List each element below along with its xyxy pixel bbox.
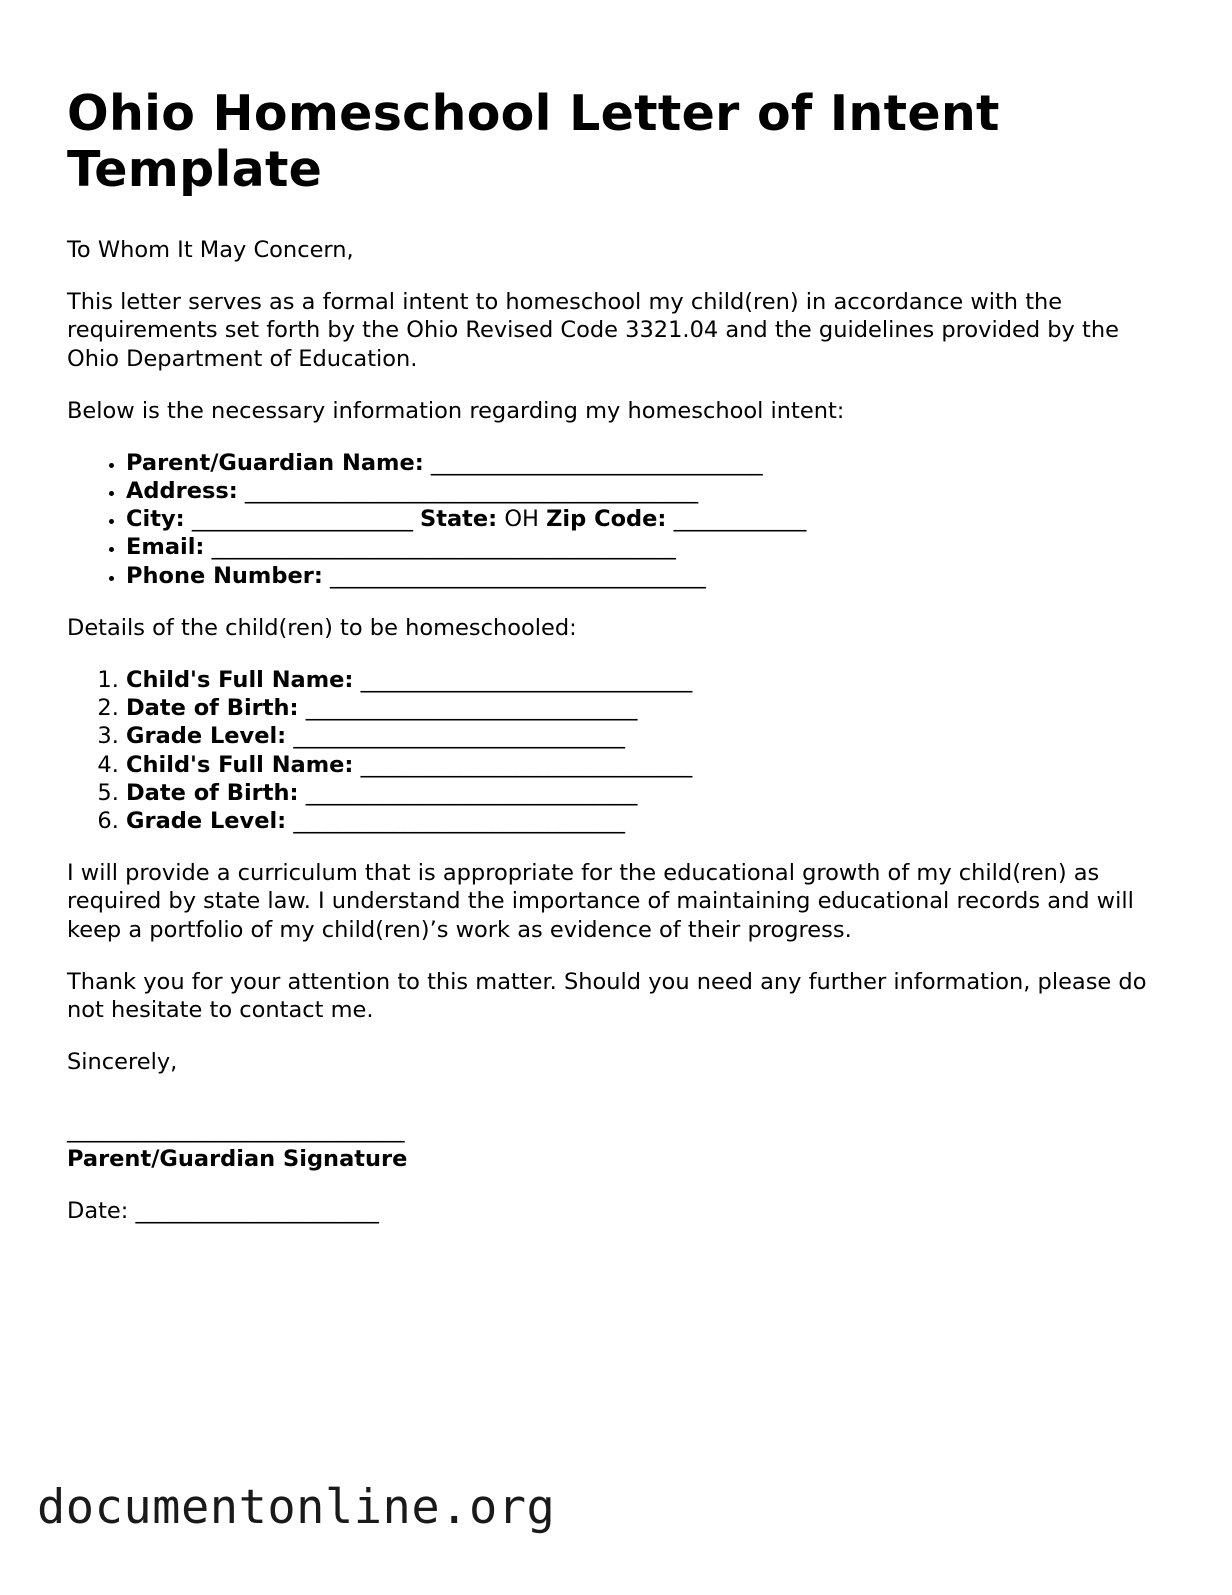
list-item — [126, 694, 1167, 722]
watermark-text: documentonline.org — [37, 1480, 556, 1535]
address-label: Address: — [126, 477, 238, 504]
list-item — [126, 666, 1167, 694]
thanks-paragraph: Thank you for your attention to this matter. Should you need any further information, please do not hesitate to contact me. — [67, 968, 1147, 1024]
signature-label: Parent/Guardian Signature — [67, 1145, 408, 1172]
page-title: Ohio Homeschool Letter of Intent Template — [67, 85, 1000, 198]
greeting: To Whom It May Concern, — [67, 237, 354, 263]
date-of-birth-label: Date of Birth: — [126, 779, 299, 806]
children-intro: Details of the child(ren) to be homeschooled: — [67, 614, 577, 641]
date-label: Date: — [67, 1197, 129, 1224]
parent-name-item — [126, 449, 1167, 477]
city-state-zip-item — [126, 505, 1167, 533]
email-field[interactable]: __________________________________________ — [211, 534, 676, 561]
child-name-field[interactable]: ______________________________ — [360, 751, 693, 778]
list-item — [126, 779, 1167, 807]
parent-name-field[interactable]: ______________________________ — [430, 449, 763, 476]
address-item — [126, 477, 1167, 505]
zip-field[interactable]: ____________ — [673, 506, 807, 533]
phone-item — [126, 562, 1167, 590]
curriculum-paragraph: I will provide a curriculum that is appropriate for the educational growth of my child(ren) as required by state law. I understand the importance of maintaining educational records and will keep a portfolio of my child(ren)’s work as evidence of their progress. — [67, 860, 1134, 943]
grade-level-label: Grade Level: — [126, 808, 287, 835]
date-of-birth-field[interactable]: ______________________________ — [305, 779, 638, 806]
parent-name-label: Parent/Guardian Name: — [126, 449, 424, 476]
child-name-label: Child's Full Name: — [126, 751, 354, 778]
phone-field[interactable]: __________________________________ — [330, 562, 706, 589]
letter-page — [67, 86, 1167, 1249]
date-line — [67, 1197, 1167, 1225]
grade-level-field[interactable]: ______________________________ — [293, 723, 625, 750]
info-intro: Below is the necessary information regarding my homeschool intent: — [67, 397, 845, 424]
child-name-field[interactable]: ______________________________ — [360, 666, 693, 693]
email-item — [126, 533, 1167, 561]
parent-info-list — [67, 449, 1167, 590]
grade-level-field[interactable]: ______________________________ — [293, 808, 625, 835]
intro-paragraph: This letter serves as a formal intent to homeschool my child(ren) in accordance with the requirements set forth by the Ohio Revised Code 3321.04 and the guidelines provided by the Ohio Department of Education. — [67, 288, 1119, 372]
email-label: Email: — [126, 534, 205, 561]
phone-label: Phone Number: — [126, 562, 323, 589]
list-item — [126, 751, 1167, 779]
city-field[interactable]: ____________________ — [191, 506, 413, 533]
child-name-label: Child's Full Name: — [126, 666, 354, 693]
grade-level-label: Grade Level: — [126, 723, 287, 750]
closing: Sincerely, — [67, 1049, 178, 1076]
state-label: State: — [419, 506, 498, 533]
list-item — [126, 722, 1167, 750]
zip-label: Zip Code: — [546, 506, 667, 533]
date-of-birth-label: Date of Birth: — [126, 695, 299, 721]
city-label: City: — [126, 506, 185, 533]
signature-field[interactable]: ______________________________ — [67, 1117, 405, 1144]
state-value: OH — [504, 506, 539, 533]
address-field[interactable]: _________________________________________ — [244, 477, 698, 504]
date-field[interactable]: ______________________ — [135, 1197, 379, 1224]
list-item — [126, 807, 1167, 835]
date-of-birth-field[interactable]: ______________________________ — [305, 695, 638, 721]
children-info-list — [67, 666, 1167, 836]
